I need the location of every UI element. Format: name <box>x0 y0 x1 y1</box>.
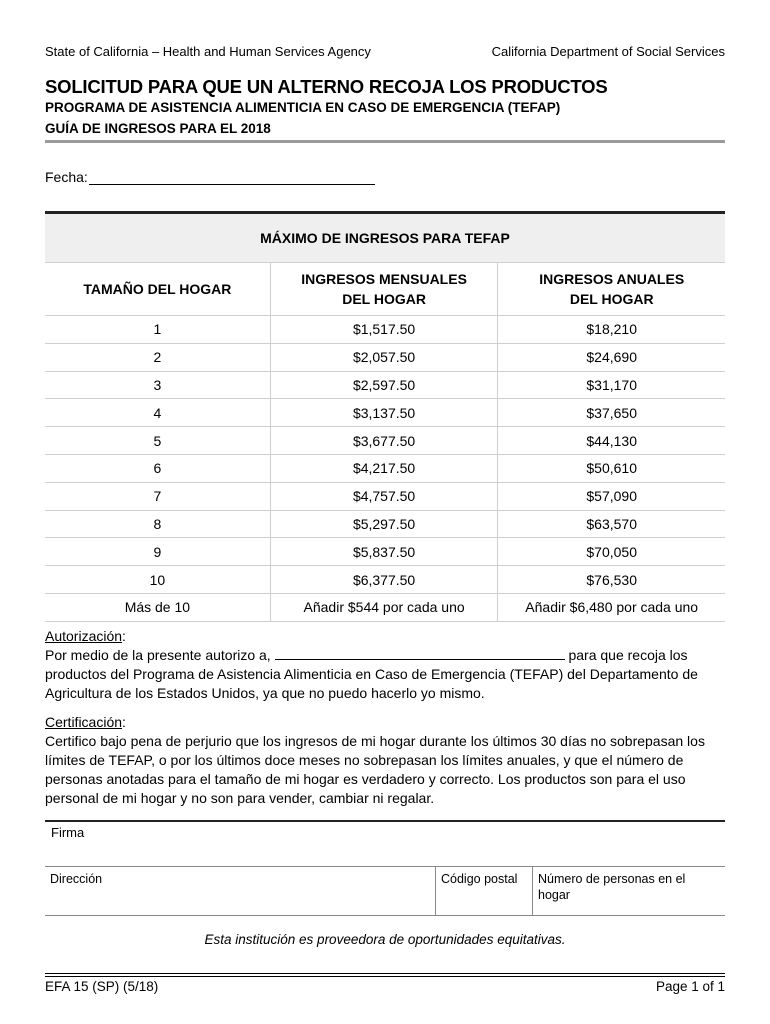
household-size-cell: 2 <box>45 343 270 371</box>
table-row <box>45 399 725 427</box>
annual-income-cell: $24,690 <box>498 343 725 371</box>
monthly-income-cell: $5,297.50 <box>270 510 498 538</box>
table-row <box>45 427 725 455</box>
signature-line[interactable] <box>45 820 725 822</box>
header-annual-income <box>498 263 725 316</box>
monthly-income-cell: $1,517.50 <box>270 316 498 344</box>
table-row <box>45 454 725 482</box>
address-label: Dirección <box>50 872 103 886</box>
form-id: EFA 15 (SP) (5/18) <box>45 979 159 994</box>
header-monthly-income <box>270 263 498 316</box>
household-size-cell: 7 <box>45 482 270 510</box>
table-row <box>45 510 725 538</box>
certification-section <box>45 713 725 808</box>
authorization-text <box>45 646 725 703</box>
monthly-income-cell: Añadir $544 por cada uno <box>270 593 498 621</box>
date-label: Fecha: <box>45 169 88 185</box>
household-count-label: Número de personas en el hogar <box>538 872 686 902</box>
zip-code-field[interactable] <box>435 867 532 915</box>
date-input-line[interactable] <box>89 168 375 185</box>
form-title: SOLICITUD PARA QUE UN ALTERNO RECOJA LOS PRODUCTOS <box>45 76 608 97</box>
authorization-title-text: Autorización <box>45 628 123 644</box>
header-annual-income-text: INGRESOS ANUALES DEL HOGAR <box>539 271 685 307</box>
equal-opportunity-statement: Esta institución es proveedora de oportunidades equitativas. <box>204 932 566 947</box>
annual-income-cell: $18,210 <box>498 316 725 344</box>
household-size-cell: 4 <box>45 399 270 427</box>
annual-income-cell: $76,530 <box>498 566 725 594</box>
household-size-cell: 8 <box>45 510 270 538</box>
household-size-cell: 3 <box>45 371 270 399</box>
authorization-section <box>45 627 725 703</box>
table-row <box>45 538 725 566</box>
authorization-text-before: Por medio de la presente autorizo a, <box>45 647 271 663</box>
certification-text: Certifico bajo pena de perjurio que los ingresos de mi hogar durante los últimos 30 días no sobrepasan los límites de TEFAP, o por los últimos doce meses no sobrepasan los límites anuales, y que el número de personas anotadas para el tamaño de mi hogar es verdadero y correcto. Los productos son para el uso personal de mi hogar y no son para vender, cambiar ni regalar. <box>45 733 705 806</box>
certification-title: Certificación: <box>45 714 126 730</box>
household-size-cell: 9 <box>45 538 270 566</box>
program-subtitle: PROGRAMA DE ASISTENCIA ALIMENTICIA EN CASO DE EMERGENCIA (TEFAP) <box>45 100 561 115</box>
agency-name: State of California – Health and Human Services Agency <box>45 44 371 59</box>
signature-label: Firma <box>51 825 85 840</box>
date-field-row <box>45 168 375 185</box>
alternate-name-input-line[interactable] <box>275 646 565 660</box>
agency-header <box>45 44 725 62</box>
footer-divider <box>45 973 725 974</box>
annual-income-cell: $44,130 <box>498 427 725 455</box>
annual-income-cell: $31,170 <box>498 371 725 399</box>
annual-income-cell: Añadir $6,480 por cada uno <box>498 593 725 621</box>
monthly-income-cell: $3,677.50 <box>270 427 498 455</box>
monthly-income-cell: $4,757.50 <box>270 482 498 510</box>
table-row <box>45 566 725 594</box>
household-count-field[interactable] <box>532 867 725 915</box>
annual-income-cell: $50,610 <box>498 454 725 482</box>
page-number: Page 1 of 1 <box>655 979 725 994</box>
annual-income-cell: $70,050 <box>498 538 725 566</box>
monthly-income-cell: $4,217.50 <box>270 454 498 482</box>
monthly-income-cell: $2,057.50 <box>270 343 498 371</box>
table-caption: MÁXIMO DE INGRESOS PARA TEFAP <box>45 213 725 263</box>
address-row <box>45 866 725 916</box>
table-row <box>45 482 725 510</box>
household-size-cell: 1 <box>45 316 270 344</box>
authorization-text-after: para que recoja los productos del Programa de Asistencia Alimenticia en Caso de Emergencia (TEFAP) del Departamento de Agricultura de los Estados Unidos, ya que no puedo hacerlo yo mismo. <box>45 647 698 701</box>
header-monthly-income-text: INGRESOS MENSUALES DEL HOGAR <box>301 271 467 307</box>
guide-subtitle: GUÍA DE INGRESOS PARA EL 2018 <box>45 121 271 136</box>
monthly-income-cell: $6,377.50 <box>270 566 498 594</box>
household-size-cell: 6 <box>45 454 270 482</box>
household-size-cell: 5 <box>45 427 270 455</box>
table-row <box>45 371 725 399</box>
table-row <box>45 343 725 371</box>
income-limits-table <box>45 211 725 622</box>
address-field[interactable] <box>45 867 435 915</box>
table-header-row <box>45 263 725 316</box>
household-size-cell: 10 <box>45 566 270 594</box>
annual-income-cell: $37,650 <box>498 399 725 427</box>
zip-code-label: Código postal <box>441 872 518 886</box>
annual-income-cell: $57,090 <box>498 482 725 510</box>
header-household-size: TAMAÑO DEL HOGAR <box>45 263 270 316</box>
annual-income-cell: $63,570 <box>498 510 725 538</box>
table-row <box>45 316 725 344</box>
table-row <box>45 593 725 621</box>
household-size-cell: Más de 10 <box>45 593 270 621</box>
authorization-title: Autorización: <box>45 628 126 644</box>
monthly-income-cell: $5,837.50 <box>270 538 498 566</box>
monthly-income-cell: $3,137.50 <box>270 399 498 427</box>
certification-title-text: Certificación <box>45 714 123 730</box>
monthly-income-cell: $2,597.50 <box>270 371 498 399</box>
department-name: California Department of Social Services <box>491 44 725 59</box>
footer-divider-secondary <box>45 976 725 977</box>
table-caption-row <box>45 213 725 263</box>
title-divider <box>45 140 725 143</box>
